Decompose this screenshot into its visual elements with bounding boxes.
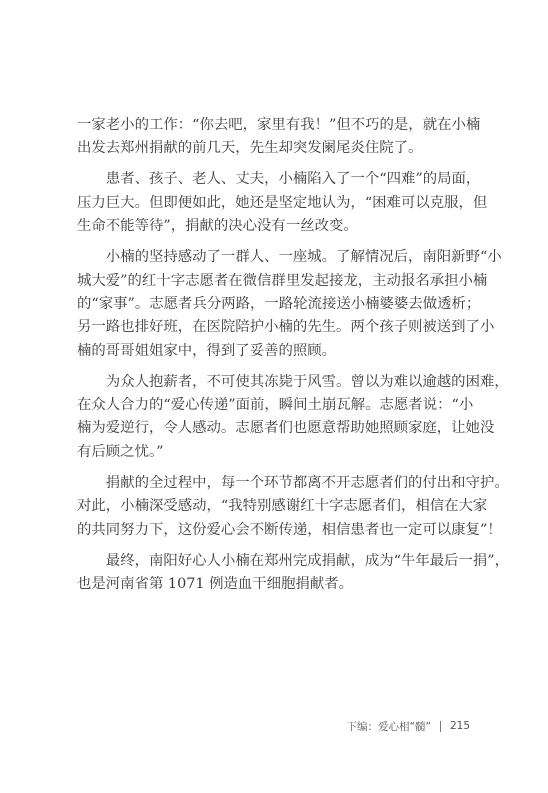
footer-divider [440,721,441,732]
text-line: 一家老小的工作：“你去吧，家里有我！”但不巧的是，就在小楠 [77,117,481,133]
text-line: 对此，小楠深受感动，“我特别感谢红十字志愿者们，相信在大家 [77,498,488,515]
text-line: 的共同努力下，这份爱心会不断传递，相信患者也一定可以康复”！ [77,521,502,538]
text-line: 出发去郑州捐献的前几天，先生却突发阑尾炎住院了。 [77,140,423,157]
text-line: 患者、孩子、老人、丈夫，小楠陷入了一个“四难”的局面， [105,171,481,188]
paragraph [77,246,502,363]
text-line: 城大爱”的红十字志愿者在微信群里发起接龙，主动报名承担小楠 [77,272,488,289]
text-line: 捐献的全过程中，每一个环节都离不开志愿者们的付出和守护。 [105,474,509,491]
text-line: 有后顾之忧。” [77,443,164,460]
text-line: 压力巨大。但即便如此，她还是坚定地认为，“困难可以克服，但 [77,194,488,211]
text-line: 的“家事”。志愿者兵分两路，一路轮流接送小楠婆婆去做透析； [77,295,481,312]
page-number: 215 [449,720,470,732]
running-footer-section: 下编：爱心相“髓” [346,720,431,733]
page-footer [347,719,470,733]
text-line: 楠的哥哥姐姐家中，得到了妥善的照顾。 [77,342,337,359]
text-line: 楠为爱逆行，令人感动。志愿者们也愿意帮助她照顾家庭，让她没 [77,420,495,437]
paragraph [77,114,481,161]
paragraph [77,472,509,542]
text-line: 在众人合力的“爱心传递”面前，瞬间土崩瓦解。志愿者说：“小 [77,397,474,414]
text-line: 最终，南阳好心人小楠在郑州完成捐献，成为“牛年最后一捐”， [105,552,510,569]
text-line: 小楠的坚持感动了一群人、一座城。了解情况后，南阳新野“小 [105,249,502,266]
text-line: 另一路也排好班，在医院陪护小楠的先生。两个孩子则被送到了小 [77,319,495,336]
text-line: 生命不能等待”，捐献的决心没有一丝改变。 [77,218,358,235]
paragraph [77,168,488,238]
paragraph [77,371,509,465]
text-line: 也是河南省第 1071 例造血干细胞捐献者。 [77,576,354,592]
paragraph [77,550,510,597]
body-text [77,114,510,604]
text-line: 为众人抱薪者，不可使其冻毙于风雪。曾以为难以逾越的困难， [105,373,509,390]
